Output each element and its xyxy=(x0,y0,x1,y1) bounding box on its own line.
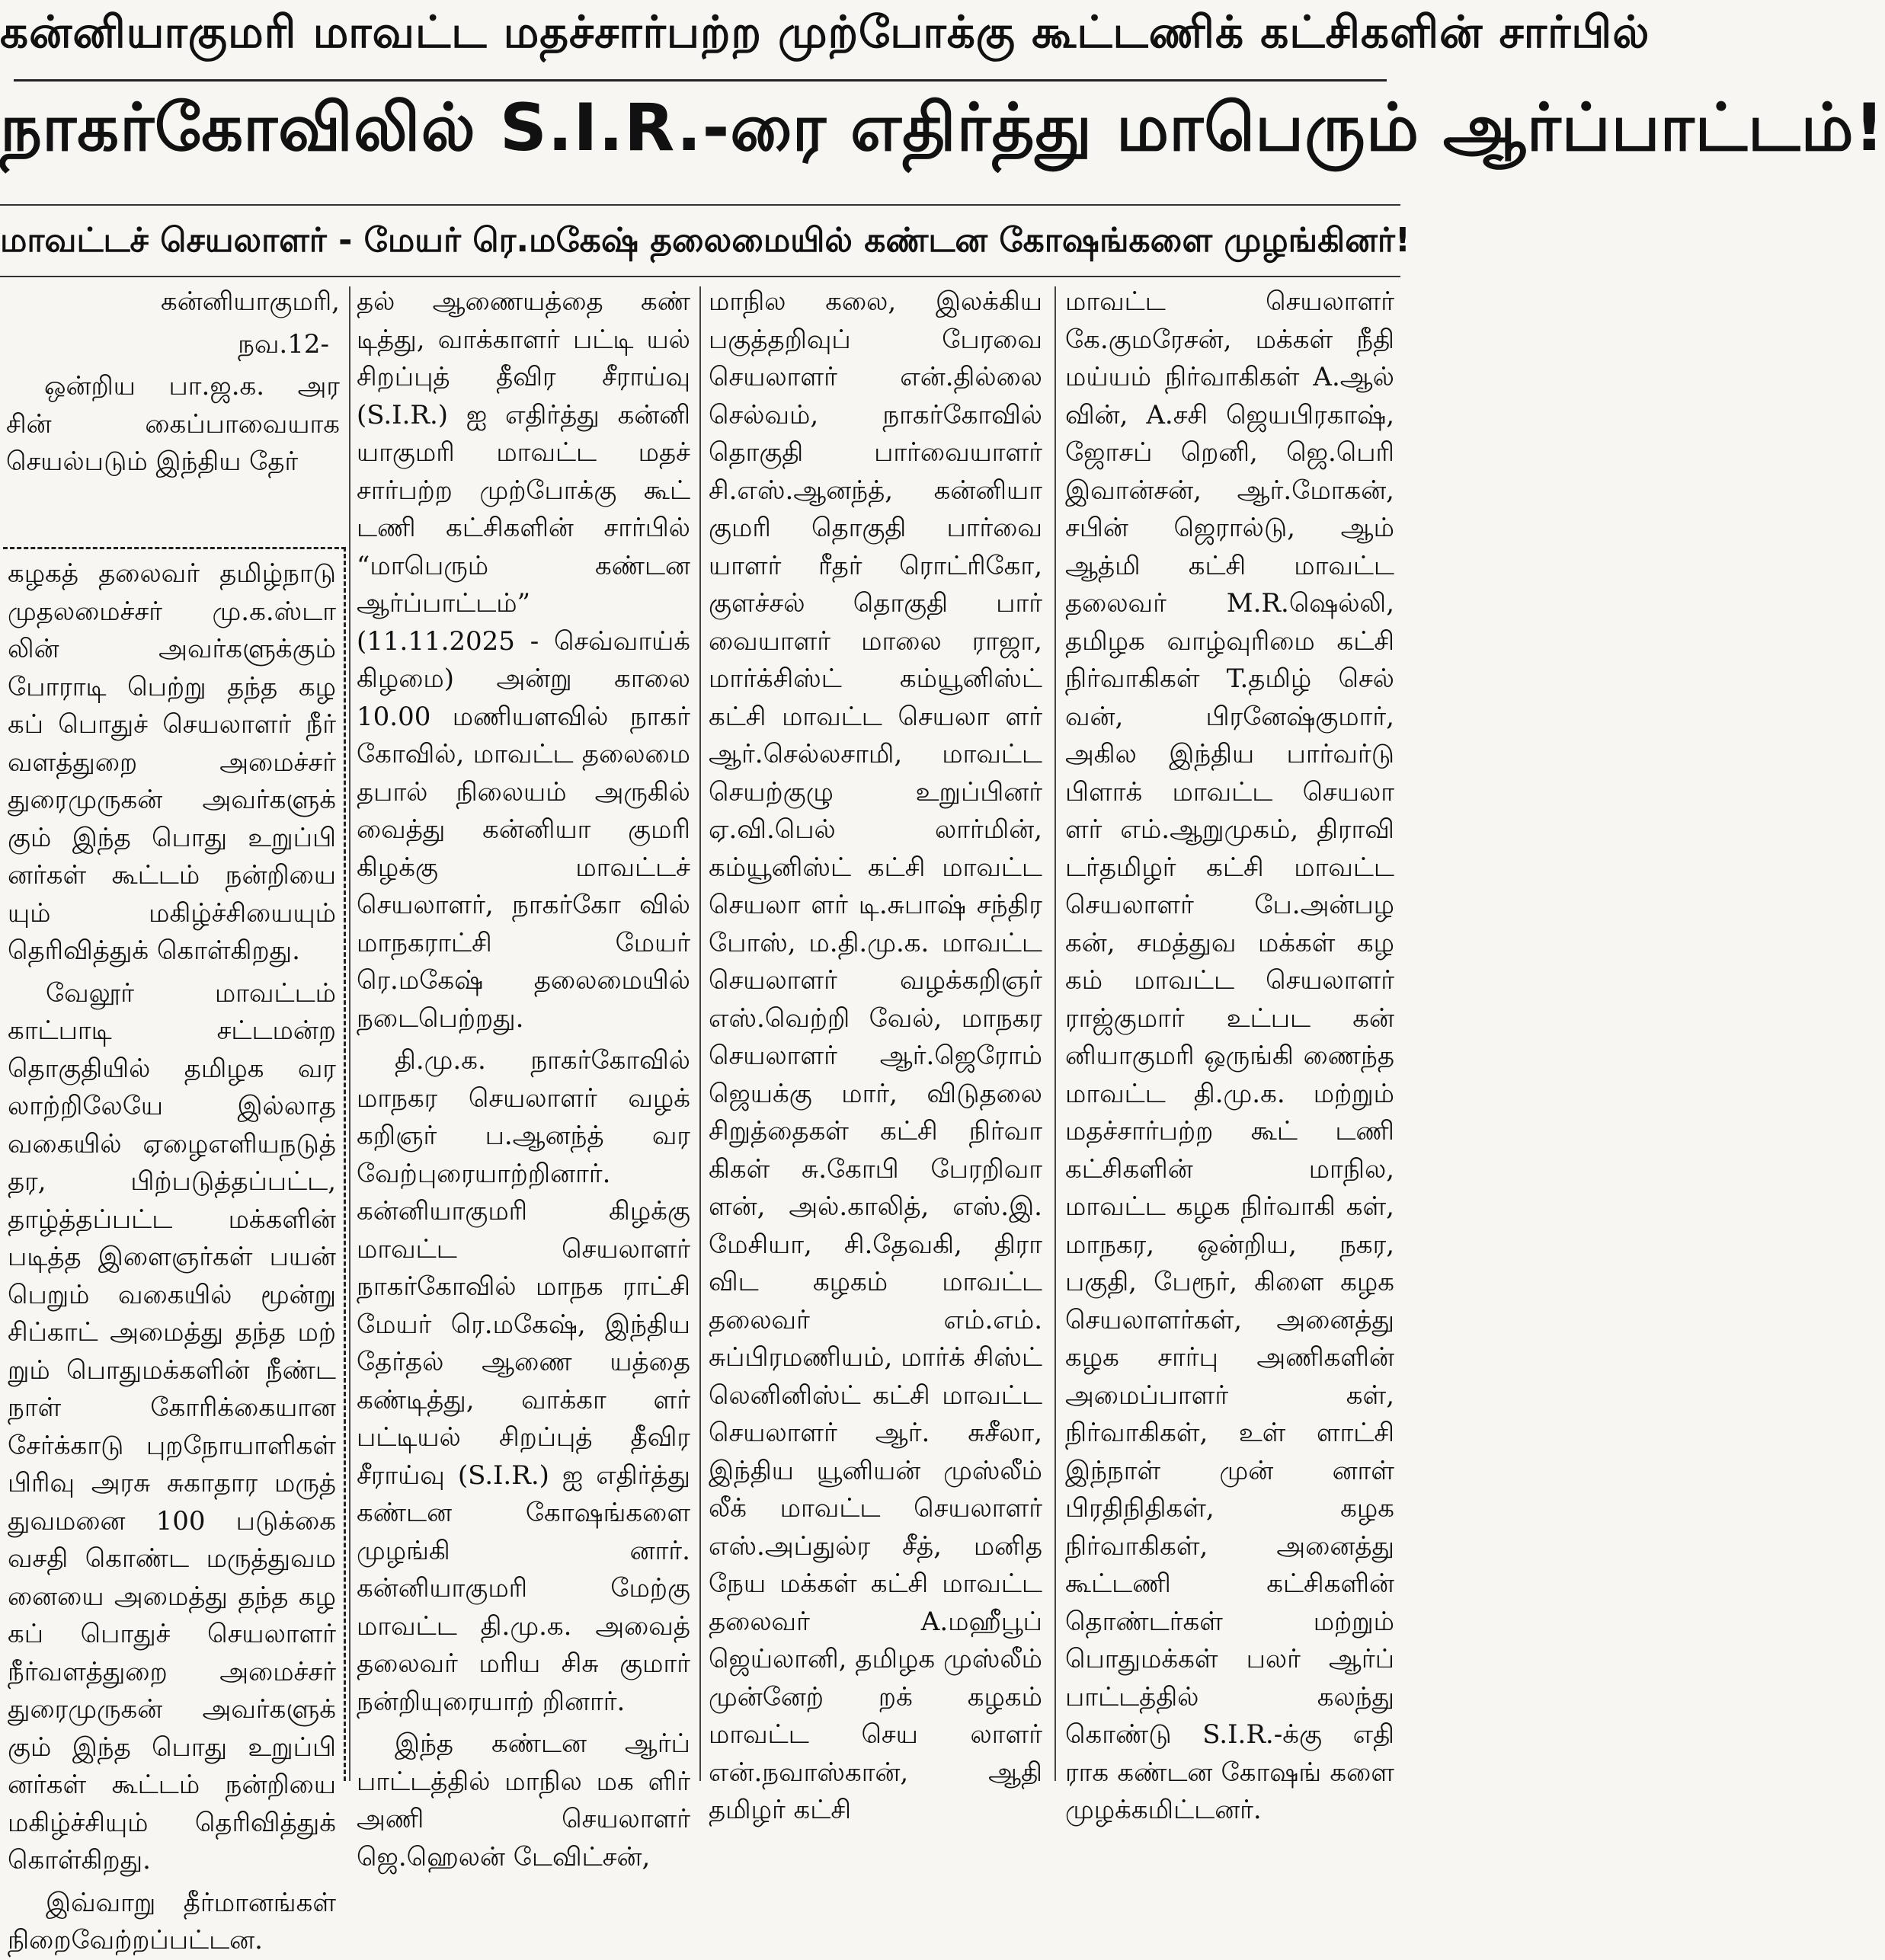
column-divider xyxy=(1055,286,1056,1781)
subheadline: மாவட்டச் செயலாளர் - மேயர் ரெ.மகேஷ் தலைமையில் கண்டன கோஷங்களை முழங்கினர்! xyxy=(0,221,1410,260)
kicker-line: கன்னியாகுமரி மாவட்ட மதச்சார்பற்ற முற்போக்கு கூட்டணிக் கட்சிகளின் சார்பில் xyxy=(0,6,1650,58)
column-divider xyxy=(699,286,701,1781)
column-divider xyxy=(349,286,350,1781)
headline: நாகர்கோவிலில் S.I.R.-ரை எதிர்த்து மாபெரும் ஆர்ப்பாட்டம்! xyxy=(0,90,1885,166)
dateline-place: கன்னியாகுமரி, xyxy=(161,286,340,317)
subhead-rule xyxy=(0,276,1400,277)
article-column-4 xyxy=(1065,283,1394,1830)
article-paragraph: தல் ஆணையத்தை கண் டித்து, வாக்காளர் பட்டி யல் சிறப்புத் தீவிர சீராய்வு (S.I.R.) ஐ எதிர்த்து கன்னி யாகுமரி மாவட்ட மதச் சார்பற்ற முற்போக்கு கூட் டணி கட்சிகளின் சார்பில் “மாபெரும் கண்டன ஆர்ப்பாட்டம்” (11.11.2025 - செவ்வாய்க் கிழமை) அன்று காலை 10.00 மணியளவில் நாகர் கோவில், மாவட்ட தலைமை தபால் நிலையம் அருகில் வைத்து கன்னியா குமரி கிழக்கு மாவட்டச் செயலாளர், நாகர்கோ வில் மாநகராட்சி மேயர் ரெ.மகேஷ் தலைமையில் நடைபெற்றது. xyxy=(357,286,690,1034)
article-column-2 xyxy=(357,283,690,1876)
article-column-3 xyxy=(709,283,1042,1830)
article-paragraph: தி.மு.க. நாகர்கோவில் மாநகர செயலாளர் வழக் கறிஞர் ப.ஆனந்த் வர வேற்புரையாற்றினார். கன்னியாகுமரி கிழக்கு மாவட்ட செயலாளர் நாகர்கோவில் மாநக ராட்சி மேயர் ரெ.மகேஷ், இந்திய தேர்தல் ஆணை யத்தை கண்டித்து, வாக்கா ளர் பட்டியல் சிறப்புத் தீவிர சீராய்வு (S.I.R.) ஐ எதிர்த்து கண்டன கோஷங்களை முழங்கி னார். கன்னியாகுமரி மேற்கு மாவட்ட தி.மு.க. அவைத் தலைவர் மரிய சிசு குமார் நன்றியுரையாற் றினார். xyxy=(357,1045,690,1717)
boxed-paragraph: இவ்வாறு தீர்மானங்கள் நிறைவேற்றப்பட்டன. xyxy=(8,1887,336,1955)
article-paragraph: ஒன்றிய பா.ஜ.க. அர சின் கைப்பாவையாக செயல்படும் இந்திய தேர் xyxy=(6,371,340,477)
boxed-paragraph: கழகத் தலைவர் தமிழ்நாடு முதலமைச்சர் மு.க.ஸ்டா லின் அவர்களுக்கும் போராடி பெற்று தந்த கழ கப் பொதுச் செயலாளர் நீர் வளத்துறை அமைச்சர் துரைமுருகன் அவர்களுக் கும் இந்த பொது உறுப்பி னர்கள் கூட்டம் நன்றியை யும் மகிழ்ச்சியையும் தெரிவித்துக் கொள்கிறது. xyxy=(8,558,336,966)
headline-rule xyxy=(0,204,1400,206)
article-paragraph: இந்த கண்டன ஆர்ப் பாட்டத்தில் மாநில மக ளிர் அணி செயலாளர் ஜெ.ஹெலன் டேவிட்சன், xyxy=(357,1728,690,1872)
article-paragraph: மாவட்ட செயலாளர் கே.குமரேசன், மக்கள் நீதி மய்யம் நிர்வாகிகள் A.ஆல் வின், A.சசி ஜெயபிரகாஷ், ஜோசப் றெனி, ஜெ.பெரி இவான்சன், ஆர்.மோகன், சபின் ஜெரால்டு, ஆம் ஆத்மி கட்சி மாவட்ட தலைவர் M.R.ஷெல்லி, தமிழக வாழ்வுரிமை கட்சி நிர்வாகிகள் T.தமிழ் செல் வன், பிரனேஷ்குமார், அகில இந்திய பார்வர்டு பிளாக் மாவட்ட செயலா ளர் எம்.ஆறுமுகம், திராவி டர்தமிழர் கட்சி மாவட்ட செயலாளர் பே.அன்பழ கன், சமத்துவ மக்கள் கழ கம் மாவட்ட செயலாளர் ராஜ்குமார் உட்பட கன் னியாகுமரி ஒருங்கி ணைந்த மாவட்ட தி.மு.க. மற்றும் மதச்சார்பற்ற கூட் டணி கட்சிகளின் மாநில, மாவட்ட கழக நிர்வாகி கள், மாநகர, ஒன்றிய, நகர, பகுதி, பேரூர், கிளை கழக செயலாளர்கள், அனைத்து கழக சார்பு அணிகளின் அமைப்பாளர் கள், நிர்வாகிகள், உள் ளாட்சி இந்நாள் முன் னாள் பிரதிநிதிகள், கழக நிர்வாகிகள், அனைத்து கூட்டணி கட்சிகளின் தொண்டர்கள் மற்றும் பொதுமக்கள் பலர் ஆர்ப் பாட்டத்தில் கலந்து கொண்டு S.I.R.-க்கு எதி ராக கண்டன கோஷங் களை முழக்கமிட்டனர். xyxy=(1065,286,1394,1825)
boxed-paragraph: வேலூர் மாவட்டம் காட்பாடி சட்டமன்ற தொகுதியில் தமிழக வர லாற்றிலேயே இல்லாத வகையில் ஏழைஎளியநடுத் தர, பிற்படுத்தப்பட்ட, தாழ்த்தப்பட்ட மக்களின் படித்த இளைஞர்கள் பயன் பெறும் வகையில் மூன்று சிப்காட் அமைத்து தந்த மற் றும் பொதுமக்களின் நீண்ட நாள் கோரிக்கையான சேர்க்காடு புறநோயாளிகள் பிரிவு அரசு சுகாதார மருத் துவமனை 100 படுக்கை வசதி கொண்ட மருத்துவம னையை அமைத்து தந்த கழ கப் பொதுச் செயலாளர் நீர்வளத்துறை அமைச்சர் துரைமுருகன் அவர்களுக் கும் இந்த பொது உறுப்பி னர்கள் கூட்டம் நன்றியை மகிழ்ச்சியும் தெரிவித்துக் கொள்கிறது. xyxy=(8,977,336,1875)
kicker-rule xyxy=(14,79,1387,82)
article-column-1 xyxy=(6,283,340,481)
dateline-date: நவ.12- xyxy=(238,328,329,360)
boxed-resolution-article xyxy=(3,547,346,1955)
article-paragraph: மாநில கலை, இலக்கிய பகுத்தறிவுப் பேரவை செயலாளர் என்.தில்லை செல்வம், நாகர்கோவில் தொகுதி பார்வையாளர் சி.எஸ்.ஆனந்த், கன்னியா குமரி தொகுதி பார்வை யாளர் ரீதர் ரொட்ரிகோ, குளச்சல் தொகுதி பார் வையாளர் மாலை ராஜா, மார்க்சிஸ்ட் கம்யூனிஸ்ட் கட்சி மாவட்ட செயலா ளர் ஆர்.செல்லசாமி, மாவட்ட செயற்குழு உறுப்பினர் ஏ.வி.பெல் லார்மின், கம்யூனிஸ்ட் கட்சி மாவட்ட செயலா ளர் டி.சுபாஷ் சந்திர போஸ், ம.தி.மு.க. மாவட்ட செயலாளர் வழக்கறிஞர் எஸ்.வெற்றி வேல், மாநகர செயலாளர் ஆர்.ஜெரோம் ஜெயக்கு மார், விடுதலை சிறுத்தைகள் கட்சி நிர்வா கிகள் சு.கோபி பேரறிவா ளன், அல்.காலித், எஸ்.இ. மேசியா, சி.தேவகி, திரா விட கழகம் மாவட்ட தலைவர் எம்.எம். சுப்பிரமணியம், மார்க் சிஸ்ட் லெனினிஸ்ட் கட்சி மாவட்ட செயலாளர் ஆர். சுசீலா, இந்திய யூனியன் முஸ்லீம் லீக் மாவட்ட செயலாளர் எஸ்.அப்துல்ர சீத், மனித நேய மக்கள் கட்சி மாவட்ட தலைவர் A.மஹீபூப் ஜெய்லானி, தமிழக முஸ்லீம் முன்னேற் றக் கழகம் மாவட்ட செய லாளர் என்.நவாஸ்கான், ஆதி தமிழர் கட்சி xyxy=(709,286,1042,1825)
